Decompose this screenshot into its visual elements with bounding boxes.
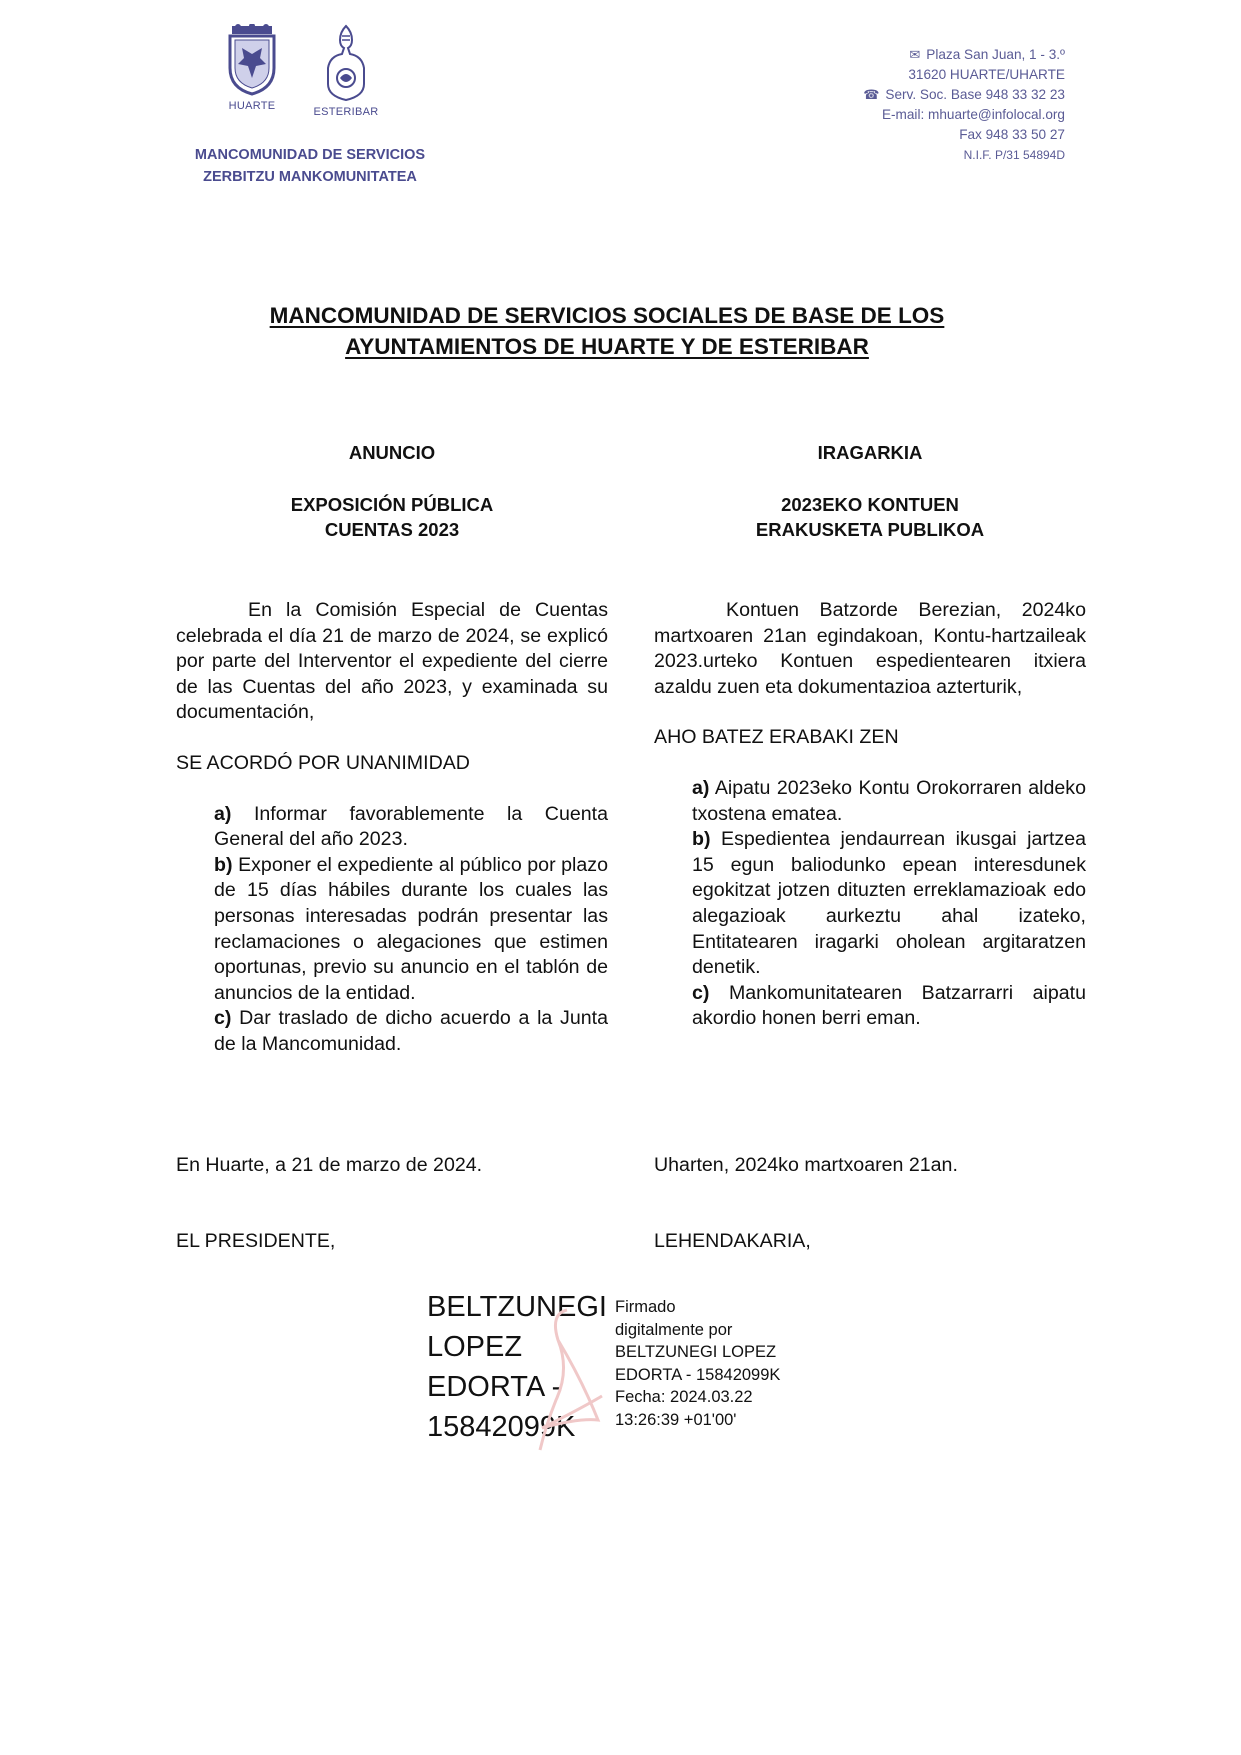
subheading-es-line-1: EXPOSICIÓN PÚBLICA [290, 494, 494, 515]
item-text: Aipatu 2023eko Kontu Orokorraren aldeko txostena ematea. [692, 776, 1086, 825]
telephone-icon: ☎ [863, 87, 880, 102]
item-text: Mankomunitatearen Batzarrarri aipatu akordio honen berri eman. [692, 981, 1086, 1030]
document-title [160, 300, 1054, 362]
title-line-2: AYUNTAMIENTOS DE HUARTE Y DE ESTERIBAR [345, 334, 869, 359]
item-label: a) [214, 802, 232, 825]
signature-detail-line: Firmado [615, 1298, 676, 1316]
list-item [214, 1006, 608, 1057]
signature-detail-line: 13:26:39 +01'00' [615, 1410, 737, 1429]
list-item [692, 981, 1086, 1032]
contact-fax: Fax 948 33 50 27 [959, 127, 1065, 142]
resolution-eu: AHO BATEZ ERABAKI ZEN [654, 726, 899, 749]
signature-name-line: LOPEZ [427, 1331, 523, 1363]
huarte-coat-of-arms [222, 24, 282, 112]
signature-name-line: EDORTA - [427, 1371, 562, 1403]
heading-iragarkia: IRAGARKIA [817, 442, 923, 463]
intro-paragraph-eu: Kontuen Batzorde Berezian, 2024ko martxoaren 21an egindakoan, Kontu-hartzaileak 2023.urteko Kontuen espedientearen itxiera azaldu zuen eta dokumentazioa azterturik, [654, 599, 1086, 698]
spanish-column [176, 440, 608, 1058]
org-name-es: MANCOMUNIDAD DE SERVICIOS [194, 147, 426, 163]
logo-caption-esteribar: ESTERIBAR [313, 106, 379, 118]
agreement-list-es [214, 802, 608, 1058]
subheading-eu [654, 492, 1086, 542]
signature-details [615, 1296, 825, 1431]
place-date-eu: Uharten, 2024ko martxoaren 21an. [654, 1154, 958, 1176]
contact-email: E-mail: mhuarte@infolocal.org [881, 107, 1065, 122]
letterhead-logos [222, 24, 382, 128]
item-label: c) [692, 981, 710, 1004]
resolution-es: SE ACORDÓ POR UNANIMIDAD [176, 751, 470, 774]
contact-address: Plaza San Juan, 1 - 3.º [926, 47, 1065, 62]
place-date-es: En Huarte, a 21 de marzo de 2024. [176, 1154, 483, 1176]
signer-role-eu: LEHENDAKARIA, [654, 1230, 811, 1252]
contact-nif: N.I.F. P/31 54894D [963, 148, 1065, 162]
list-item [692, 827, 1086, 981]
esteribar-coat-of-arms [310, 24, 382, 118]
signature-detail-line: BELTZUNEGI LOPEZ [615, 1343, 777, 1361]
envelope-icon: ✉ [909, 47, 921, 62]
heading-anuncio: ANUNCIO [348, 442, 436, 463]
item-label: b) [214, 853, 233, 876]
organization-name [160, 144, 460, 188]
item-label: a) [692, 776, 710, 799]
signature-detail-line: EDORTA - 15842099K [615, 1365, 781, 1384]
intro-paragraph-es: En la Comisión Especial de Cuentas celebrada el día 21 de marzo de 2024, se explicó por parte del Interventor el expediente del cierre de las Cuentas del año 2023, y examinada su documentación, [176, 599, 608, 724]
contact-phone: Serv. Soc. Base 948 33 32 23 [885, 87, 1065, 102]
subheading-es [176, 492, 608, 542]
signature-name-line: 15842099K [427, 1411, 576, 1443]
item-label: c) [214, 1007, 232, 1030]
digital-signature-watermark-icon [512, 1300, 612, 1460]
subheading-eu-line-2: ERAKUSKETA PUBLIKOA [755, 519, 985, 540]
title-line-1: MANCOMUNIDAD DE SERVICIOS SOCIALES DE BASE DE LOS [269, 303, 945, 328]
contact-address-line [863, 45, 1065, 65]
list-item [214, 802, 608, 853]
signature-detail-line: Fecha: 2024.03.22 [615, 1388, 753, 1406]
subheading-eu-line-1: 2023EKO KONTUEN [781, 494, 959, 515]
signature-detail-line: digitalmente por [615, 1320, 733, 1339]
item-label: b) [692, 828, 711, 851]
list-item [692, 776, 1086, 827]
contact-phone-line [863, 85, 1065, 105]
agreement-list-eu [692, 776, 1086, 1032]
list-item [214, 853, 608, 1007]
org-name-eu: ZERBITZU MANKOMUNITATEA [203, 169, 417, 185]
subheading-es-line-2: CUENTAS 2023 [324, 519, 460, 540]
signature-name-line: BELTZUNEGI [427, 1291, 607, 1323]
huarte-shield-icon [226, 24, 278, 96]
basque-column [654, 440, 1086, 1032]
contact-block [863, 45, 1065, 165]
item-text: Exponer el expediente al público por plazo de 15 días hábiles durante los cuales las personas interesadas podrán presentar las reclamaciones o alegaciones que estimen oportunas, previo su anuncio en el tablón de anuncios de la entidad. [214, 853, 608, 1004]
item-text: Dar traslado de dicho acuerdo a la Junta de la Mancomunidad. [214, 1007, 608, 1055]
contact-city: 31620 HUARTE/UHARTE [908, 67, 1065, 82]
esteribar-knight-icon [322, 24, 370, 102]
item-text: Espedientea jendaurrean ikusgai jartzea 15 egun baliodunko epean interesdunek egokitzat jotzen dituzten erreklamazioak edo alegazioak aurkeztu ahal izateko, Entitatearen iragarki oholean argitaratzen denetik. [692, 828, 1086, 979]
logo-caption-huarte: HUARTE [228, 100, 276, 112]
signer-role-es: EL PRESIDENTE, [176, 1230, 336, 1252]
item-text: Informar favorablemente la Cuenta General del año 2023. [214, 802, 608, 851]
